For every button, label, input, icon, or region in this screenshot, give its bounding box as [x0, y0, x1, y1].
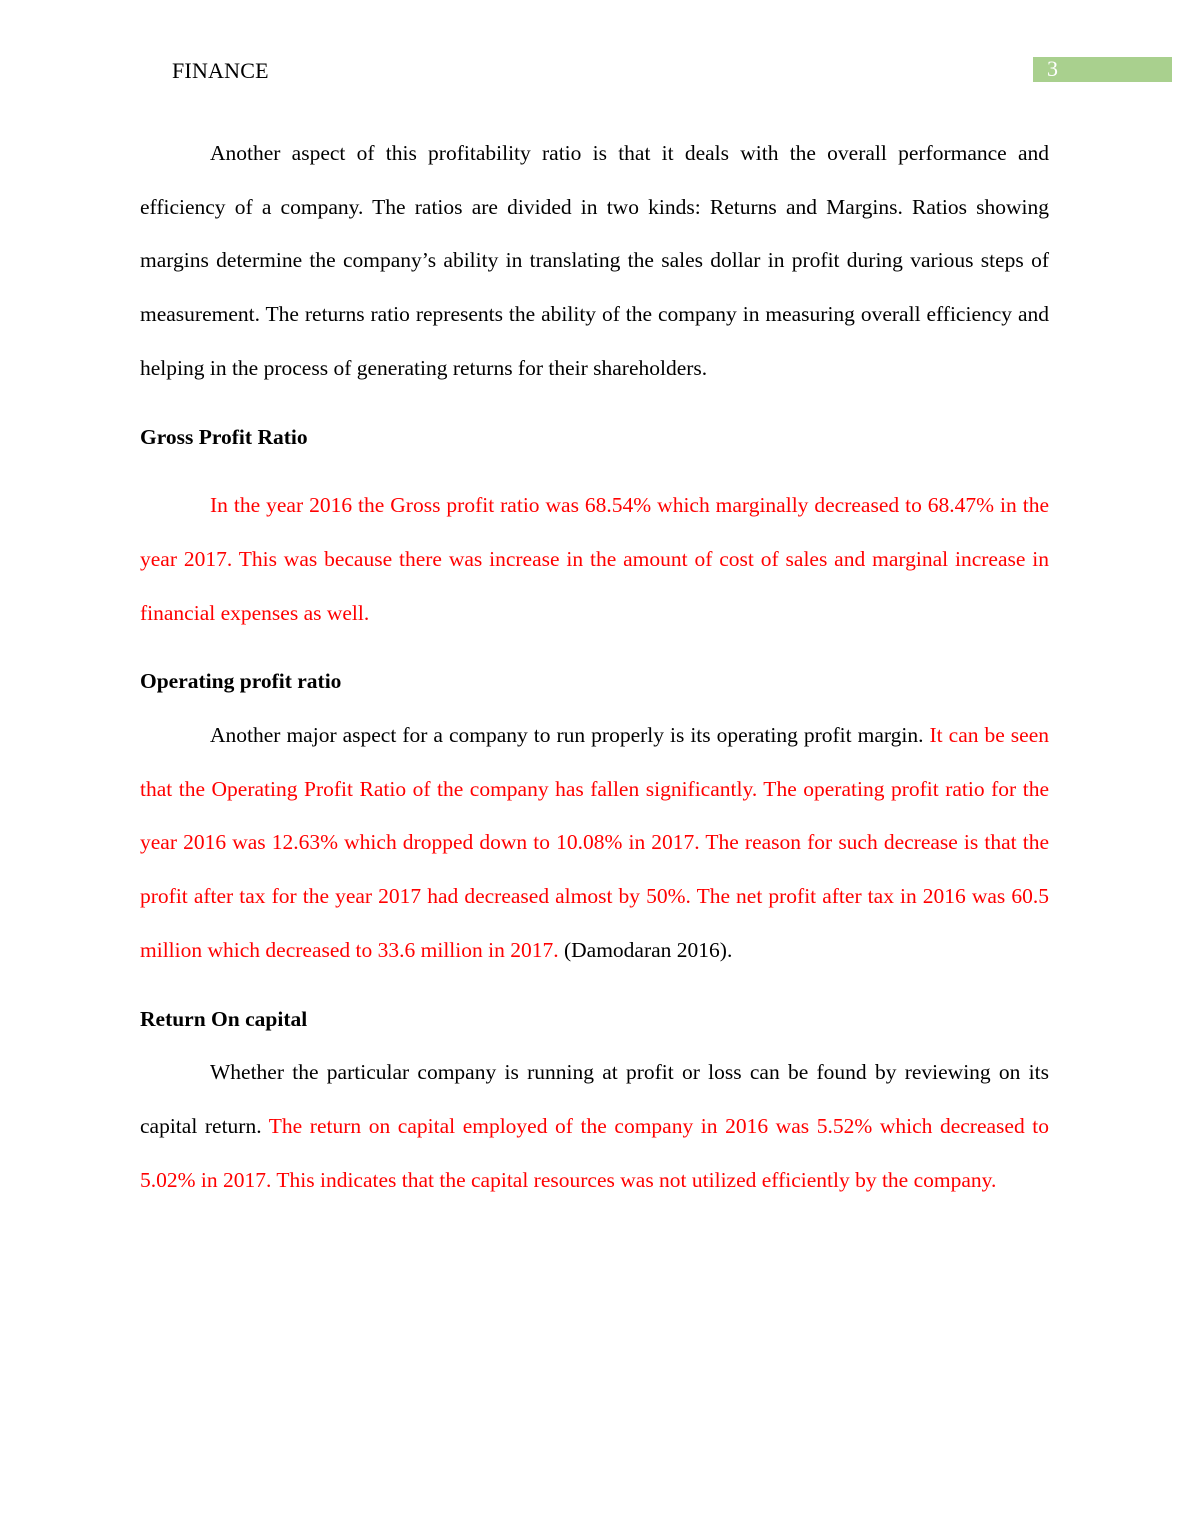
return-on-capital-paragraph	[140, 1046, 1049, 1207]
running-header-title: FINANCE	[172, 58, 269, 83]
document-body	[140, 127, 1049, 1207]
citation: (Damodaran 2016).	[558, 937, 733, 962]
operating-profit-heading: Operating profit ratio	[140, 669, 342, 694]
page-number-box	[1033, 57, 1172, 82]
gross-profit-paragraph: In the year 2016 the Gross profit ratio was 68.54% which marginally decreased to 68.47% in the year 2017. This was because there was increase in the amount of cost of sales and marginal increase in financial expenses as well.	[140, 493, 1049, 625]
operating-profit-paragraph	[140, 709, 1049, 978]
page-number: 3	[1047, 56, 1058, 81]
return-on-capital-text: Whether the particular company is running at profit or loss can be found by reviewing on its capital return.	[140, 1060, 1049, 1138]
return-on-capital-heading: Return On capital	[140, 1006, 308, 1031]
intro-paragraph: Another aspect of this profitability ratio is that it deals with the overall performance and efficiency of a company. The ratios are divided in two kinds: Returns and Margins. Ratios showing margins determine the company’s ability in translating the sales dollar in profit during various steps of measurement. The returns ratio represents the ability of the company in measuring overall efficiency and helping in the process of generating returns for their shareholders.	[140, 141, 1049, 380]
gross-profit-heading: Gross Profit Ratio	[140, 424, 308, 449]
operating-profit-highlight: It can be seen that the Operating Profit Ratio of the company has fallen significantly. The operating profit ratio for the year 2016 was 12.63% which dropped down to 10.08% in 2017. The reason for such decrease is that the profit after tax for the year 2017 had decreased almost by 50%. The net profit after tax in 2016 was 60.5 million which decreased to 33.6 million in 2017.	[140, 723, 1049, 962]
return-on-capital-highlight: The return on capital employed of the company in 2016 was 5.52% which decreased to 5.02% in 2017. This indicates that the capital resources was not utilized efficiently by the company.	[140, 1113, 1049, 1192]
operating-profit-text: Another major aspect for a company to run properly is its operating profit margin.	[210, 723, 930, 748]
